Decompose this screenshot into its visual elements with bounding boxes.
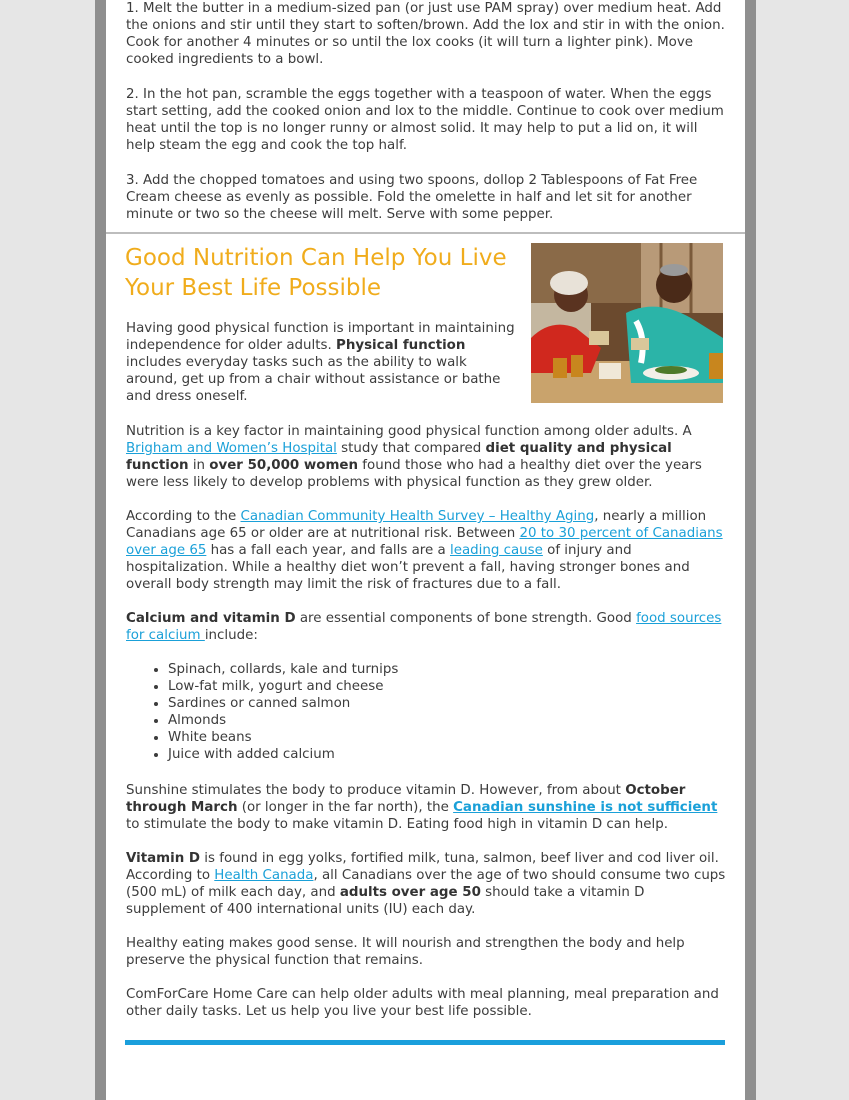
health-survey-link[interactable]: Canadian Community Health Survey – Healthy Aging (240, 509, 595, 524)
leading-cause-link[interactable]: leading cause (449, 543, 543, 558)
sunshine-paragraph: Sunshine stimulates the body to produce vitamin D. However, from about October through March (or longer in the far north), the Canadian sunshine is not sufficient to stimulate the body to make vitamin D. Eating food high in vitamin D can help. (126, 783, 718, 832)
photo-illustration (531, 243, 723, 403)
list-item: • Sardines or canned salmon (168, 695, 726, 712)
section-divider (125, 1040, 725, 1045)
comforcare-paragraph: ComForCare Home Care can help older adults with meal planning, meal preparation and other daily tasks. Let us help you live your best life possible. (126, 987, 719, 1019)
list-item: • Juice with added calcium (168, 746, 726, 763)
list-item: • White beans (168, 729, 726, 746)
food-list-container (126, 661, 726, 763)
recipe-step-2: 2. In the hot pan, scramble the eggs together with a teaspoon of water. When the eggs start setting, add the cooked onion and lox to the middle. Continue to cook over medium heat until the top is no longer runny or almost solid. It may help to put a lid on, it will help steam the egg and cook the top half. (126, 87, 724, 153)
list-item: • Spinach, collards, kale and turnips (168, 661, 726, 678)
calcium-paragraph: Calcium and vitamin D are essential components of bone strength. Good food sources for calcium include: (126, 611, 722, 643)
recipe-step-3: 3. Add the chopped tomatoes and using two spoons, dollop 2 Tablespoons of Fat Free Cream cheese as evenly as possible. Fold the omelette in half and let sit for another minute or two so the cheese will melt. Serve with some pepper. (126, 173, 698, 222)
calcium-food-list (126, 661, 726, 763)
health-canada-link[interactable]: Health Canada (214, 868, 314, 883)
survey-paragraph: According to the Canadian Community Health Survey – Healthy Aging, nearly a million Canadians age 65 or older are at nutritional risk. Between 20 to 30 percent of Canadians over age 65 has a fall each year, and falls are a leading cause of injury and hospitalization. While a healthy diet won’t prevent a fall, having stronger bones and overall body strength may limit the risk of fractures due to a fall. (126, 509, 723, 592)
fall-percent-link[interactable]: 20 to 30 percent of Canadians over age 65 (126, 526, 723, 558)
list-item: • Low-fat milk, yogurt and cheese (168, 678, 726, 695)
intro-paragraph: Having good physical function is important in maintaining independence for older adults. Physical function includes everyday tasks such as the ability to walk around, get up from a chair without assistance or bathe and dress oneself. (126, 321, 515, 404)
elderly-couple-photo (531, 243, 723, 403)
vitamin-d-paragraph: Vitamin D is found in egg yolks, fortified milk, tuna, salmon, beef liver and cod liver oil. According to Health Canada, all Canadians over the age of two should consume two cups (500 mL) of milk each day, and adults over age 50 should take a vitamin D supplement of 400 international units (IU) each day. (126, 851, 726, 917)
page-border-left (95, 0, 106, 1100)
brigham-link[interactable]: Brigham and Women’s Hospital (126, 441, 337, 456)
recipe-step-1: 1. Melt the butter in a medium-sized pan (or just use PAM spray) over medium heat. Add the onions and stir until they start to soften/brown. Add the lox and stir in with the onion. Cook for another 4 minutes or so until the lox cooks (it will turn a lighter pink). Move cooked ingredients to a bowl. (126, 1, 725, 67)
nutrition-paragraph: Nutrition is a key factor in maintaining good physical function among older adults. A Brigham and Women’s Hospital study that compared diet quality and physical function in over 50,000 women found those who had a healthy diet over the years were less likely to develop problems with physical function as they grew older. (126, 424, 702, 490)
page-border-right (745, 0, 756, 1100)
food-sources-link[interactable]: food sources for calcium (126, 611, 722, 643)
physical-function-bold: Physical function (336, 338, 466, 353)
healthy-eating-paragraph: Healthy eating makes good sense. It will nourish and strengthen the body and help preserve the physical function that remains. (126, 936, 685, 968)
list-item: • Almonds (168, 712, 726, 729)
article-title: Good Nutrition Can Help You Live Your Best Life Possible (125, 245, 507, 301)
sunshine-link[interactable]: Canadian sunshine is not sufficient (453, 800, 718, 815)
